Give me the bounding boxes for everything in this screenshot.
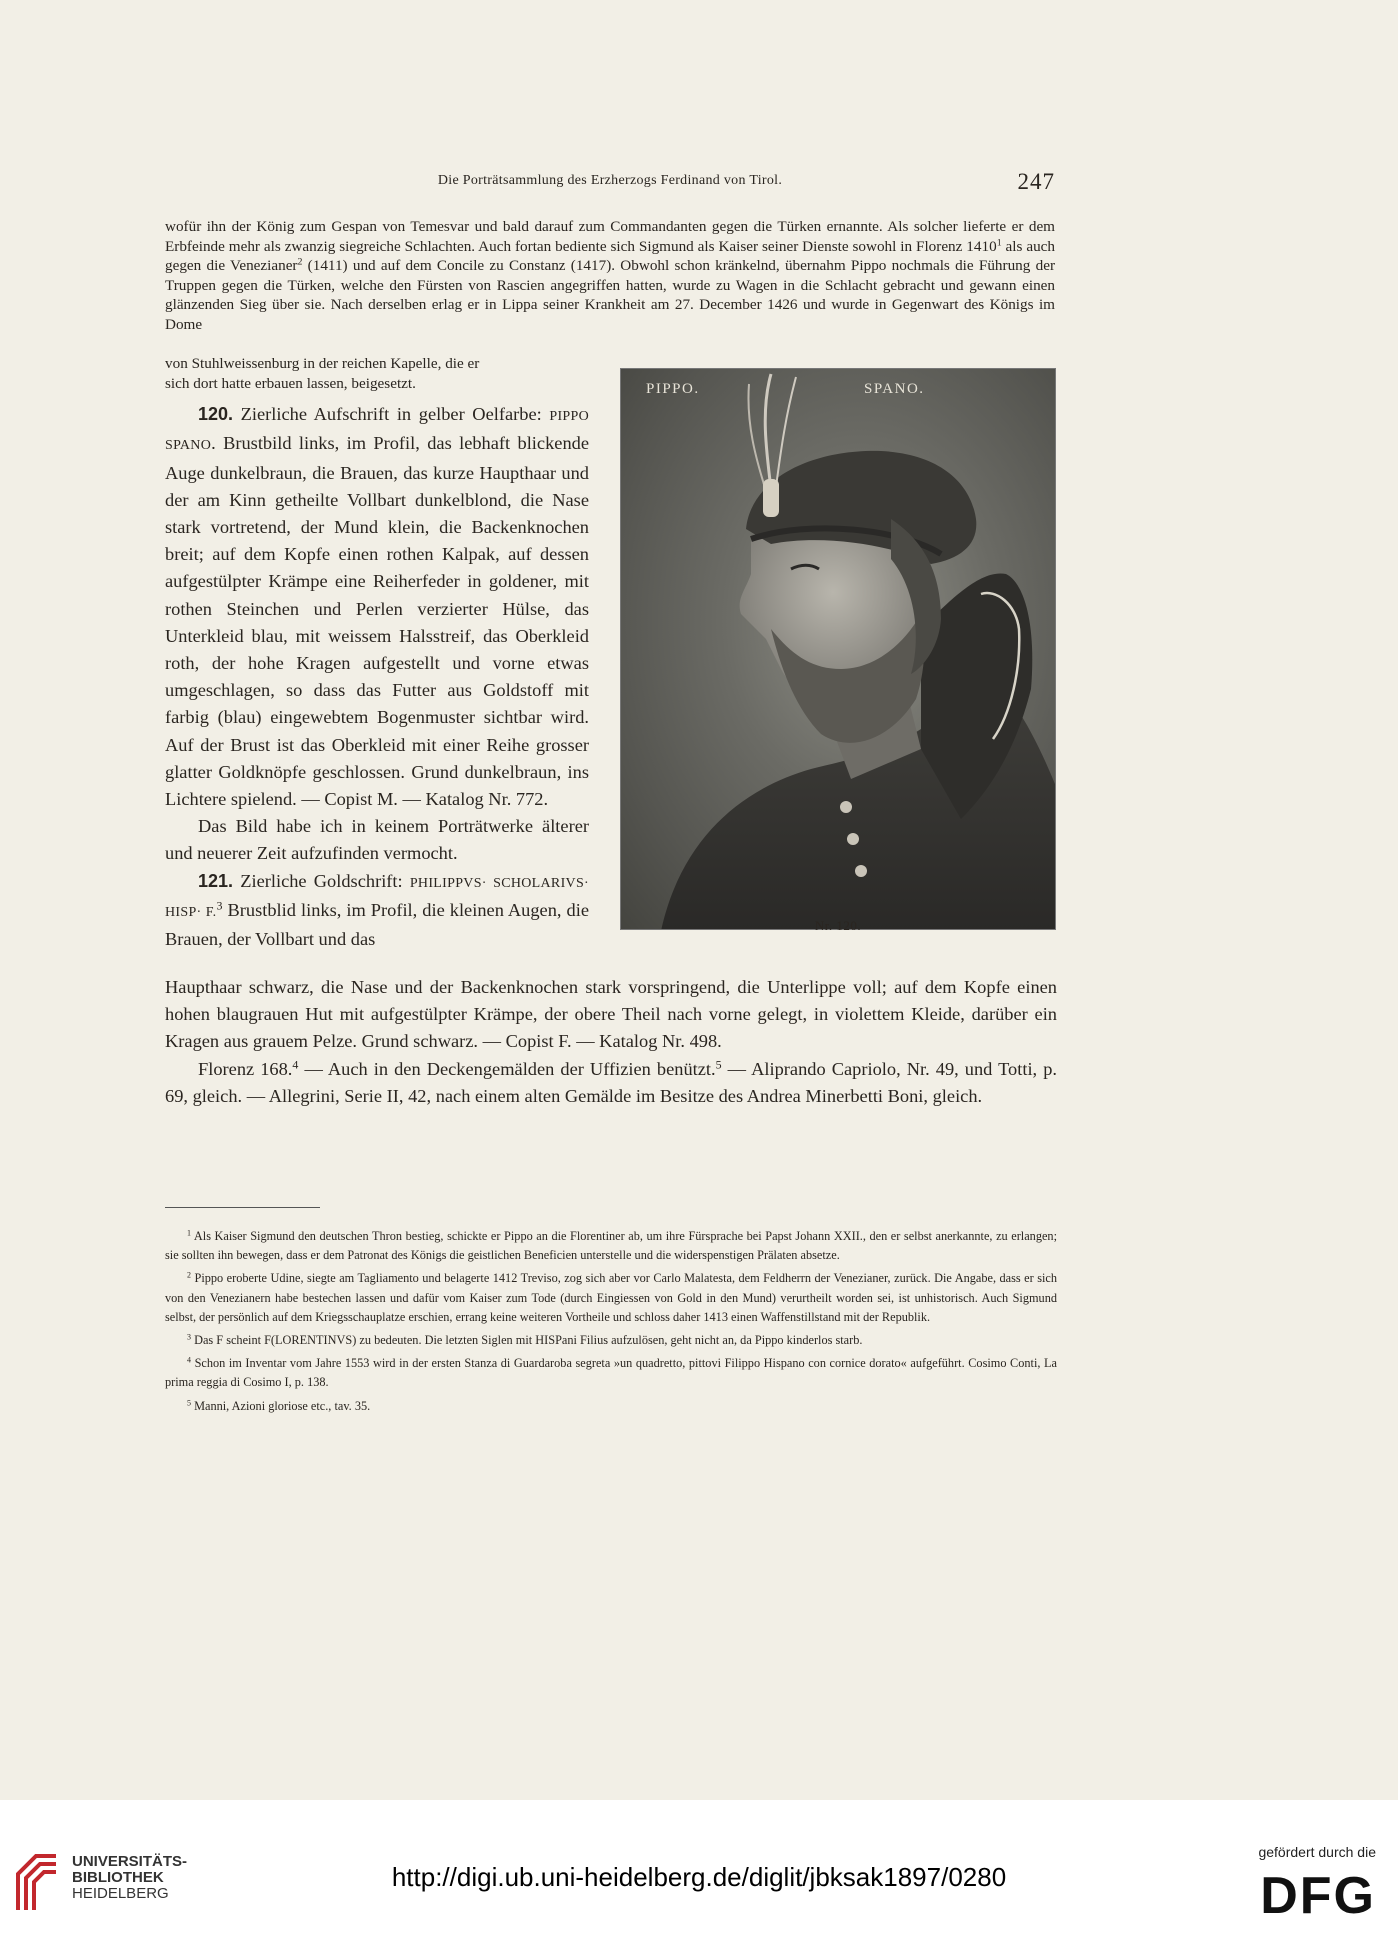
footnote-text: Als Kaiser Sigmund den deutschen Thron bestieg, schickte er Pippo an die Florentiner ab, um ihre Fürsprache bei Papst Johann XXII., den er selbst anerkannte, zu erlangen; sie sollten ihn bewegen, dass er dem Patronat des Königs die geistlichen Beneficien unterstelle und die widerspenstigen Prälaten absetze. <box>165 1229 1057 1263</box>
footnote-ref-5[interactable]: 5 <box>715 1057 722 1072</box>
footnote-1 <box>165 1227 1057 1265</box>
footnote-number: 1 <box>187 1228 191 1238</box>
footnote-number: 2 <box>187 1271 191 1281</box>
narrow-column <box>165 354 589 953</box>
footnote-2 <box>165 1269 1057 1327</box>
portrait-label-right: SPANO. <box>864 381 925 397</box>
portrait-figure <box>620 368 1056 930</box>
library-name-line: HEIDELBERG <box>72 1885 169 1902</box>
footnote-ref-3[interactable]: 3 <box>216 898 223 913</box>
reference-text: Florenz 168. <box>198 1058 293 1079</box>
footnote-ref-1[interactable]: 1 <box>996 237 1002 249</box>
entry-number: 121. <box>198 870 234 891</box>
intro-paragraph <box>165 217 1055 335</box>
funded-by-label: gefördert durch die <box>1258 1844 1376 1860</box>
entry-number: 120. <box>198 404 234 425</box>
footnote-4 <box>165 1354 1057 1392</box>
footnote-number: 3 <box>187 1332 191 1342</box>
viewer-footer <box>0 1800 1398 1937</box>
running-head <box>165 165 1055 205</box>
footnotes <box>165 1227 1057 1420</box>
entry-text: Brustblid links, im Profil, die kleinen Augen, die Brauen, der Vollbart und das <box>165 899 589 950</box>
entry-121-continued: Haupthaar schwarz, die Nase und der Backenknochen stark vorspringend, die Unterlippe voll; auf dem Kopfe einen hohen blaugrauen Hut mit aufgestülpter Krämpe, der obere Theil nach vorne gelegt, in violettem Kleide, darüber ein Kragen aus grauem Pelze. Grund schwarz. — Copist F. — Katalog Nr. 498. <box>165 977 1057 1052</box>
intro-text: wofür ihn der König zum Gespan von Temesvar und bald darauf zum Commandanten gegen die Türken ernannte. Als solcher lieferte er dem Erbfeinde mehr als zwanzig siegreiche Schlachten. Auch fortan bediente sich Sigmund als Kaiser seiner Dienste sowohl in Florenz 1410 <box>165 218 1055 255</box>
intro-text: als auch gegen die Venezianer <box>165 237 1055 275</box>
footnote-text: Pippo eroberte Udine, siegte am Tagliamento und belagerte 1412 Treviso, zog sich aber vor Carlo Malatesta, dem Feldherrn der Venezianer, zurück. Die Angabe, dass er sich von den Venezianern habe bestechen lassen und dafür vom Kaiser zum Tode (durch Eingiessen von Gold in den Mund) verurtheilt worden sei, ist unhistorisch. Auch Sigmund selbst, der persönlich auf dem Kriegsschauplatze erschien, errang keine weiteren Vortheile und schloss daher 1413 einen Waffenstillstand mit der Republik. <box>165 1271 1058 1324</box>
reference-text: — Auch in den Deckengemälden der Uffizien benützt. <box>298 1058 716 1079</box>
footnote-text: Das F scheint F(LORENTINVS) zu bedeuten. Die letzten Siglen mit HISPani Filius aufzulösen, geht nicht an, da Pippo kinderlos starb. <box>194 1333 863 1348</box>
entry-121 <box>165 868 589 954</box>
entry-121-references <box>165 1056 1057 1110</box>
portrait-label-left: PIPPO. <box>646 381 700 397</box>
entry-text: Zierliche Aufschrift in gelber Oelfarbe: <box>233 404 550 425</box>
permalink-url[interactable]: http://digi.ub.uni-heidelberg.de/diglit/jbksak1897/0280 <box>391 1862 1007 1892</box>
footnote-text: Schon im Inventar vom Jahre 1553 wird in der ersten Stanza di Guardaroba segreta »un quadretto, pittovi Filippo Hispano con cornice dorato« aufgeführt. Cosimo Conti, La prima reggia di Cosimo I, p. 138. <box>165 1356 1057 1390</box>
footnote-5 <box>165 1397 1057 1416</box>
inscription: PHILIPPVS· SCHOLARIVS· HISP· F. <box>165 875 589 920</box>
entry-120-note: Das Bild habe ich in keinem Porträtwerke älterer und neuerer Zeit aufzufinden vermocht. <box>165 816 589 864</box>
footnote-ref-2[interactable]: 2 <box>297 256 303 268</box>
reference-text: — Aliprando Capriolo, Nr. 49, und Totti, p. 69, gleich. — Allegrini, Serie II, 42, nach einem alten Gemälde im Besitze des Andrea Minerbetti Boni, gleich. <box>165 1058 1057 1106</box>
intro-continuation-1: von Stuhlweissenburg in der reichen Kapelle, die er <box>165 355 480 372</box>
figure-caption: Nr. 120. <box>814 918 862 933</box>
inscription: PIPPO SPANO <box>165 409 589 454</box>
entry-text: . Brustbild links, im Profil, das lebhaft blickende Auge dunkelbraun, die Brauen, das kurze Haupthaar und der am Kinn getheilte Vollbart dunkelblond, die Nase stark vortretend, der Mund klein, die Backenknochen breit; auf dem Kopfe einen rothen Kalpak, auf dessen aufgestülpter Krämpe eine Reiherfeder in goldener, mit rothen Steinchen und Perlen verzierter Hülse, das Unterkleid blau, mit weissem Halsstreif, das Oberkleid roth, der hohe Kragen aufgestellt und vorne etwas umgeschlagen, so dass das Futter aus Goldstoff mit farbig (blau) eingewebtem Bogenmuster sichtbar wird. Auf der Brust ist das Oberkleid mit einer Reihe grosser glatter Goldknöpfe geschlossen. Grund dunkelbraun, ins Lichtere spielend. — Copist M. — Katalog Nr. 772. <box>165 433 589 810</box>
intro-continuation-2: sich dort hatte erbauen lassen, beigesetzt. <box>165 374 416 392</box>
footnote-number: 4 <box>187 1355 191 1365</box>
dfg-logo[interactable]: DFG <box>1260 1867 1376 1925</box>
footnote-number: 5 <box>187 1398 191 1408</box>
footnote-divider <box>165 1207 320 1208</box>
entry-text: Zierliche Goldschrift: <box>233 870 410 891</box>
full-width-column <box>165 974 1057 1110</box>
page-number: 247 <box>1017 169 1055 194</box>
portrait-illustration <box>621 369 1056 930</box>
footnote-text: Manni, Azioni gloriose etc., tav. 35. <box>194 1398 371 1413</box>
entry-120 <box>165 401 589 813</box>
intro-text: (1411) und auf dem Concile zu Constanz (1417). Obwohl schon kränkelnd, übernahm Pippo nochmals die Führung der Truppen gegen die Türken, welche den Fürsten von Rascien angegriffen hatten, wurde zu Wagen in die Schlacht gebracht und gewann einen glänzenden Sieg über sie. Nach derselben erlag er in Lippa seiner Krankheit am 27. December 1426 und wurde in Gegenwart des Königs im Dome <box>165 257 1055 333</box>
footnote-3 <box>165 1331 1057 1350</box>
running-title: Die Porträtsammlung des Erzherzogs Ferdinand von Tirol. <box>437 173 783 188</box>
footnote-ref-4[interactable]: 4 <box>292 1057 299 1072</box>
library-name-line: UNIVERSITÄTS- <box>72 1853 188 1870</box>
library-name-line: BIBLIOTHEK <box>72 1869 164 1886</box>
